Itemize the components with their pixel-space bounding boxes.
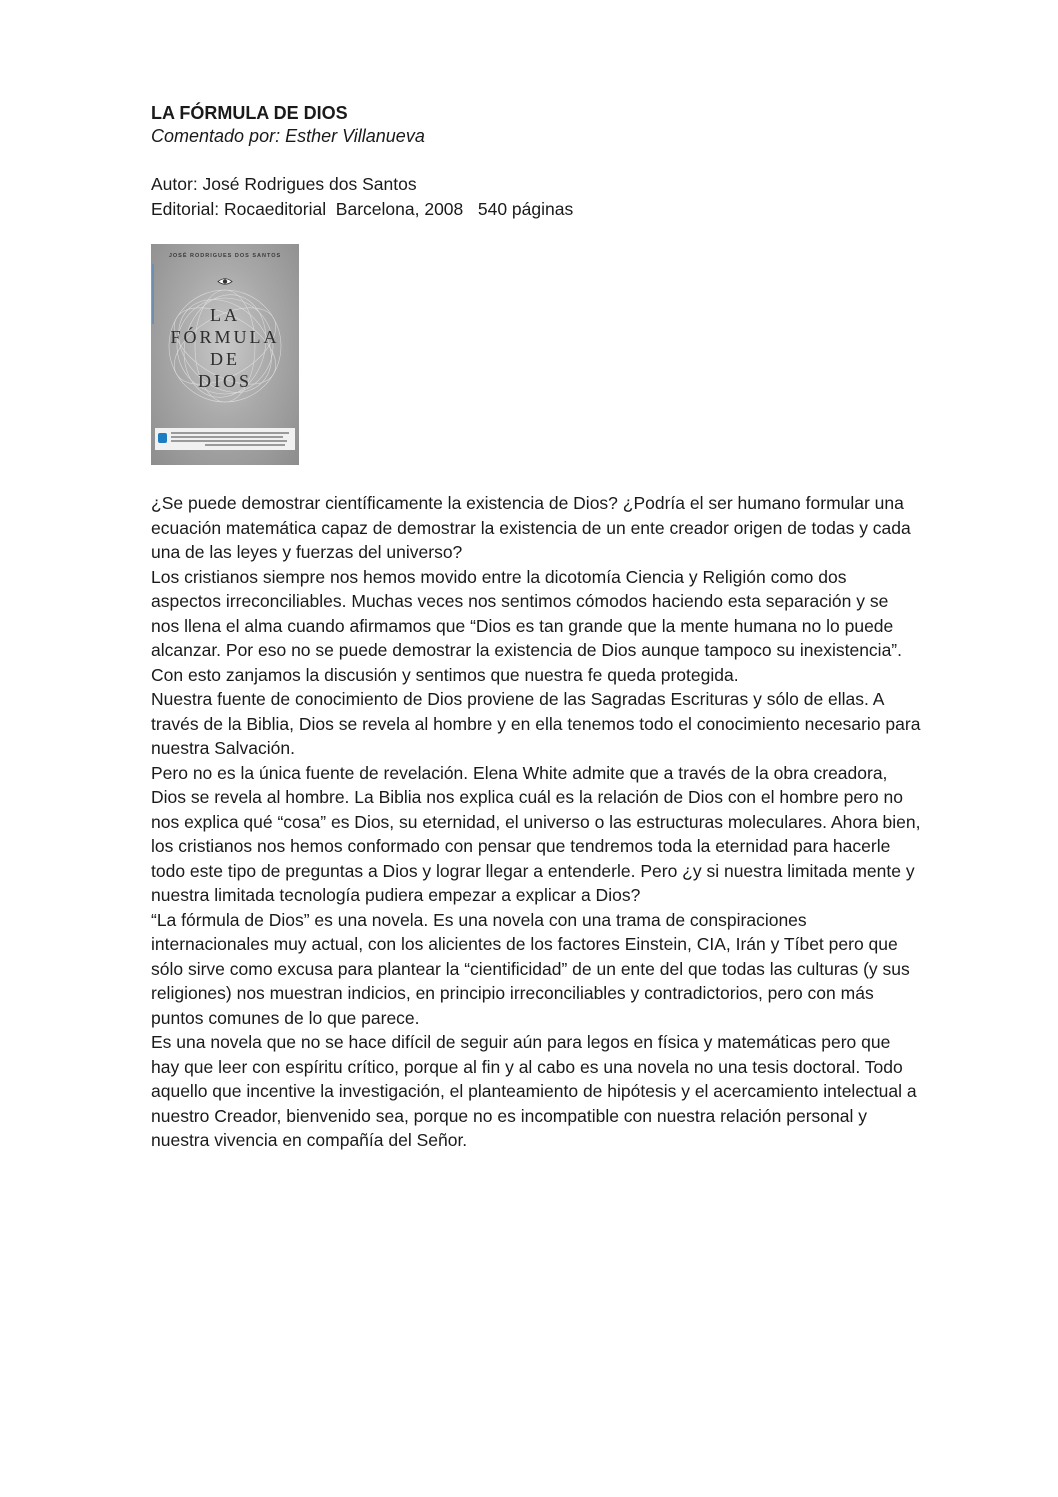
review-page — [151, 102, 921, 1153]
blurb-line — [171, 432, 289, 434]
blurb-line — [205, 444, 285, 446]
cover-blurb-strip — [155, 428, 295, 450]
commentator-line: Comentado por: Esther Villanueva — [151, 126, 425, 146]
body-paragraph: Pero no es la única fuente de revelación. Elena White admite que a través de la obra creadora, Dios se revela al hombre. La Biblia nos explica cuál es la relación de Dios con el hombre pero no nos explica qué “cosa” es Dios, su eternidad, el universo o las estructuras moleculares. Ahora bien, los cristianos nos hemos conformado con pensar que tendremos toda la eternidad para hacerle todo este tipo de preguntas a Dios y lograr llegar a entenderle. Pero ¿y si nuestra limitada mente y nuestra limitada tecnología pudiera empezar a explicar a Dios? — [151, 762, 921, 905]
cover-title — [151, 304, 299, 392]
eye-icon — [217, 277, 233, 286]
body-paragraph: Los cristianos siempre nos hemos movido entre la dicotomía Ciencia y Religión como dos aspectos irreconciliables. Muchas veces nos sentimos cómodos haciendo esta separación y se nos llena el alma cuando afirmamos que “Dios es tan grande que la mente humana no lo puede alcanzar. Por eso no se puede demostrar la existencia de Dios aunque tampoco su inexistencia”. Con esto zanjamos la discusión y sentimos que nuestra fe queda protegida. — [151, 566, 902, 685]
review-body — [151, 491, 921, 1153]
book-cover-image — [151, 244, 299, 465]
body-paragraph: Es una novela que no se hace difícil de seguir aún para legos en física y matemáticas pero que hay que leer con espíritu crítico, porque al fin y al cabo es una novela no una tesis doctoral. Todo aquello que incentive la investigación, el planteamiento de hipótesis y el acercamiento intelectual a nuestro Creador, bienvenido sea, porque no es incompatible con nuestra relación personal y nuestra vivencia en compañía del Señor. — [151, 1032, 917, 1150]
cover-title-line: DE — [210, 349, 240, 369]
body-paragraph: “La fórmula de Dios” es una novela. Es una novela con una trama de conspiraciones internacionales muy actual, con los alicientes de los factores Einstein, CIA, Irán y Tíbet pero que sólo sirve como excusa para plantear la “cientificidad” de un ente del que todas las culturas (y sus religiones) nos muestran indicios, en principio irreconciliables y contradictorios, pero con más puntos comunes de lo que parece. — [151, 909, 910, 1028]
publisher-line: Editorial: Rocaeditorial Barcelona, 2008 540 páginas — [151, 199, 574, 219]
author-line: Autor: José Rodrigues dos Santos — [151, 174, 417, 194]
cover-title-line: FÓRMULA — [170, 327, 280, 347]
publisher-logo-icon — [158, 433, 167, 443]
blurb-line — [171, 440, 287, 442]
cover-title-line: DIOS — [197, 371, 252, 391]
body-paragraph: Nuestra fuente de conocimiento de Dios proviene de las Sagradas Escrituras y sólo de ellas. A través de la Biblia, Dios se revela al hombre y en ella tenemos todo el conocimiento necesario para nuestra Salvación. — [151, 689, 921, 758]
body-paragraph: ¿Se puede demostrar científicamente la existencia de Dios? ¿Podría el ser humano formular una ecuación matemática capaz de demostrar la existencia de un ente creador origen de todas y cada una de las leyes y fuerzas del universo? — [151, 493, 911, 562]
cover-author: JOSÉ RODRIGUES DOS SANTOS — [168, 253, 282, 259]
blurb-line — [171, 436, 283, 438]
page-title: LA FÓRMULA DE DIOS — [151, 103, 348, 123]
cover-title-line: LA — [210, 305, 240, 325]
